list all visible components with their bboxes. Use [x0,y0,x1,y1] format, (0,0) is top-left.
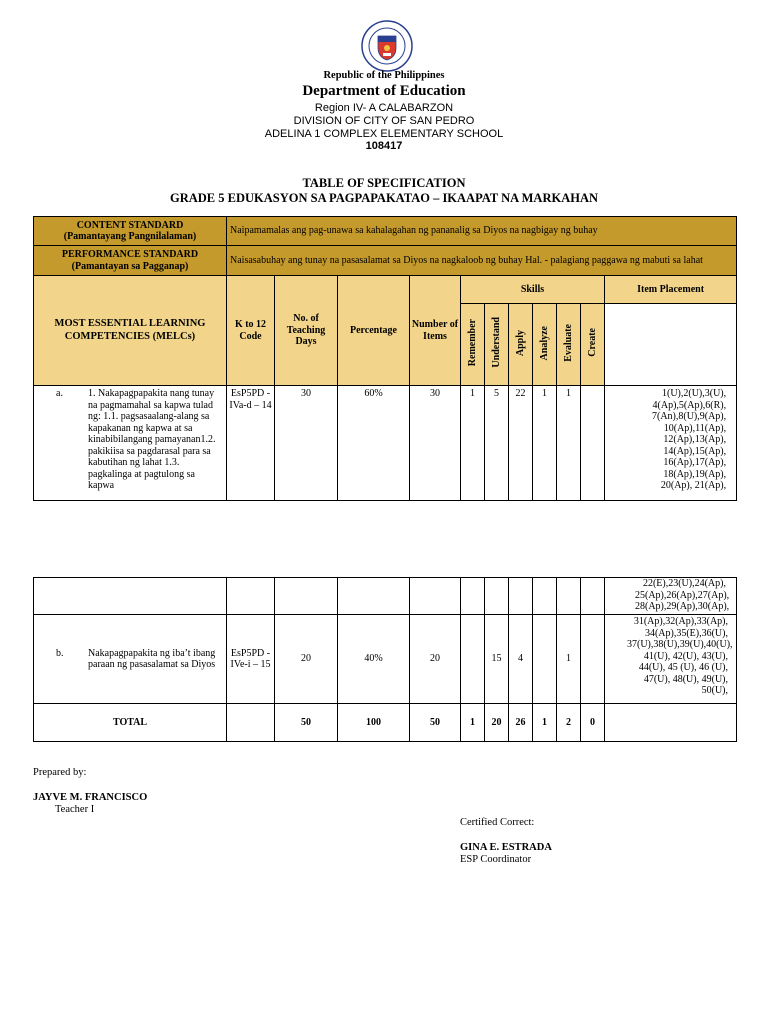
content-standard-text: Naipamamalas ang pag-unawa sa kahalagahan ng pananalig sa Diyos na nagbigay ng buhay [227,217,737,246]
document-title: TABLE OF SPECIFICATION [302,176,466,190]
percentage-header: Percentage [338,276,410,386]
skill-remember-header: Remember [461,304,485,386]
melc-header: MOST ESSENTIAL LEARNING COMPETENCIES (MELCs) [34,276,227,386]
republic-heading: Republic of the Philippines [323,70,445,81]
skill-a-evaluate: 1 [557,386,581,501]
code-a: EsP5PD - IVa-d – 14 [227,386,275,501]
skill-a-apply: 22 [509,386,533,501]
skills-header: Skills [461,276,605,304]
percentage-b: 40% [338,615,410,704]
prepared-by-name: JAYVE M. FRANCISCO [33,792,148,803]
school-id: 108417 [365,140,403,152]
content-standard-label: CONTENT STANDARD (Pamantayang Pangnilalaman) [34,217,227,246]
department-heading: Department of Education [302,83,466,99]
total-analyze: 1 [533,704,557,742]
skill-b-analyze [533,615,557,704]
performance-standard-label: PERFORMANCE STANDARD (Pamantayan sa Pagganap) [34,246,227,276]
tos-table-continued [33,577,737,742]
total-remember: 1 [461,704,485,742]
performance-standard-text: Naisasabuhay ang tunay na pasasalamat sa Diyos na nagkaloob ng buhay Hal. - palagiang paggawa ng mabuti sa lahat [227,246,737,276]
prepared-by-label: Prepared by: [33,767,87,778]
skill-a-understand: 5 [485,386,509,501]
tos-table [33,216,737,501]
skill-apply-header: Apply [509,304,533,386]
total-understand: 20 [485,704,509,742]
melc-a [34,386,227,501]
total-row [34,704,737,742]
skill-analyze-header: Analyze [533,304,557,386]
skill-understand-header: Understand [485,304,509,386]
school-heading: ADELINA 1 COMPLEX ELEMENTARY SCHOOL [264,128,504,140]
placement-b: 31(Ap),32(Ap),33(Ap), 34(Ap),35(E),36(U), 37(U),38(U),39(U),40(U), 41(U), 42(U), 43(U), 44(U), 45 (U), 46 (U), 47(U), 48(U), 49(U), 50(U), [605,615,737,704]
skill-b-remember [461,615,485,704]
skill-evaluate-header: Evaluate [557,304,581,386]
total-items: 50 [410,704,461,742]
skill-create-header: Create [581,304,605,386]
items-b: 20 [410,615,461,704]
skill-b-apply: 4 [509,615,533,704]
total-create: 0 [581,704,605,742]
skill-b-evaluate: 1 [557,615,581,704]
certified-title: ESP Coordinator [460,854,532,865]
melc-a-letter: a. [56,388,63,399]
items-a: 30 [410,386,461,501]
days-b: 20 [275,615,338,704]
melc-a-text: 1. Nakapagpapakita nang tunay na pagmamahal sa kapwa tulad ng: 1.1. pagsasaalang-alang sa kapakanan ng kapwa at sa kinabibilangang pamayanan1.2. pakikiisa sa pagdarasal para sa kabutihan ng lahat 1.3. pagkalinga at pagtulong sa kapwa [88,388,216,491]
placement-a: 1(U),2(U),3(U), 4(Ap),5(Ap),6(R), 7(An),8(U),9(Ap), 10(Ap),11(Ap), 12(Ap),13(Ap), 14(Ap),15(Ap), 16(Ap),17(Ap), 18(Ap),19(Ap), 20(Ap), 21(Ap), [605,386,737,501]
deped-seal-icon [361,20,413,72]
prepared-by-title: Teacher I [55,804,95,815]
skill-a-create [581,386,605,501]
total-percentage: 100 [338,704,410,742]
table-row [34,578,737,615]
total-days: 50 [275,704,338,742]
document-subtitle: GRADE 5 EDUKASYON SA PAGPAPAKATAO – IKAAPAT NA MARKAHAN [169,191,598,205]
total-label: TOTAL [34,704,227,742]
days-a: 30 [275,386,338,501]
placement-header-blank [605,304,737,386]
skill-a-remember: 1 [461,386,485,501]
skill-b-create [581,615,605,704]
code-b: EsP5PD - IVe-i – 15 [227,615,275,704]
placement-a-continued: 22(E),23(U),24(Ap), 25(Ap),26(Ap),27(Ap), 28(Ap),29(Ap),30(Ap), [605,578,737,615]
region-heading: Region IV- A CALABARZON [314,102,454,114]
total-apply: 26 [509,704,533,742]
division-heading: DIVISION OF CITY OF SAN PEDRO [293,115,475,127]
days-header: No. of Teaching Days [275,276,338,386]
melc-b-text: Nakapagpapakita ng iba’t ibang paraan ng pasasalamat sa Diyos [88,647,216,670]
placement-header: Item Placement [605,276,737,304]
code-header: K to 12 Code [227,276,275,386]
skill-b-understand: 15 [485,615,509,704]
items-header: Number of Items [410,276,461,386]
table-row [34,386,737,501]
melc-b-letter: b. [56,647,64,659]
certified-name: GINA E. ESTRADA [460,842,552,853]
percentage-a: 60% [338,386,410,501]
certified-label: Certified Correct: [460,817,535,828]
skill-a-analyze: 1 [533,386,557,501]
deped-seal [361,20,413,72]
melc-b [34,615,227,704]
table-row [34,615,737,704]
total-evaluate: 2 [557,704,581,742]
